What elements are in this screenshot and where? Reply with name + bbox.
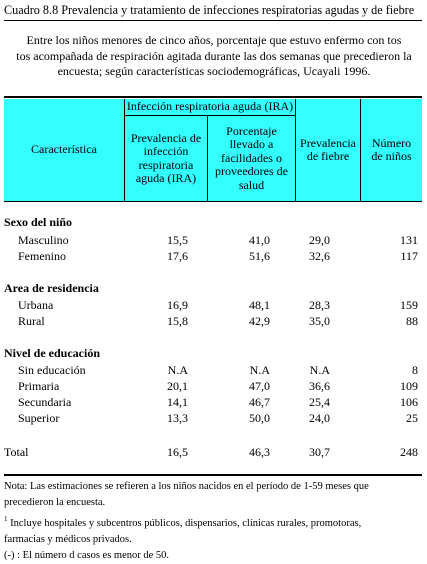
cell-prevalencia-fiebre: 35,0 bbox=[309, 314, 330, 328]
cell-porcentaje-llevado: 41,0 bbox=[249, 233, 270, 247]
header-bottom-rule bbox=[4, 201, 422, 202]
section-heading: Sexo del niño bbox=[4, 215, 73, 229]
cell-prevalencia-ira: 15,8 bbox=[167, 314, 188, 328]
row-label: Superior bbox=[18, 411, 60, 425]
cell-prevalencia-ira: 20,1 bbox=[167, 379, 188, 393]
cell-prevalencia-ira: 15,5 bbox=[167, 233, 188, 247]
cell-porcentaje-llevado: 48,1 bbox=[249, 298, 270, 312]
subtitle-line: Entre los niños menores de cinco años, porcentaje que estuvo enfermo con tos bbox=[26, 33, 402, 47]
cell-porcentaje-llevado: 50,0 bbox=[249, 411, 270, 425]
section-heading: Area de residencia bbox=[4, 281, 99, 295]
note-line: Nota: Las estimaciones se refieren a los niños nacidos en el período de 1-59 meses que bbox=[4, 481, 369, 492]
header-prevalencia-ira: Prevalencia de infección respiratoria aguda (IRA) bbox=[130, 130, 202, 185]
header-ira-group: Infección respiratoria aguda (IRA) bbox=[126, 99, 294, 114]
table-top-rule bbox=[4, 96, 422, 98]
table-subtitle bbox=[6, 33, 422, 80]
row-label: Rural bbox=[18, 314, 45, 328]
cell-numero-ninos: 131 bbox=[400, 233, 418, 247]
row-label: Femenino bbox=[18, 249, 66, 263]
cell-prevalencia-fiebre: 36,6 bbox=[309, 379, 330, 393]
row-label: Urbana bbox=[18, 298, 54, 312]
cell-porcentaje-llevado: 51,6 bbox=[249, 249, 270, 263]
section-heading-row bbox=[4, 215, 422, 231]
cell-prevalencia-ira: 16,9 bbox=[167, 298, 188, 312]
section-heading-row bbox=[4, 346, 422, 362]
cell-porcentaje-llevado: N.A bbox=[249, 363, 270, 377]
table-row bbox=[4, 249, 422, 265]
cell-numero-ninos: 109 bbox=[400, 379, 418, 393]
cell-prevalencia-ira: 13,3 bbox=[167, 411, 188, 425]
header-prevalencia-fiebre: Prevalencia de fiebre bbox=[300, 135, 356, 163]
subtitle-line: tos acompañada de respiración agitada durante las dos semanas que precedieron la bbox=[16, 48, 412, 63]
table-row bbox=[4, 314, 422, 330]
footnote-marker: 1 bbox=[4, 515, 8, 523]
row-label: Sin educación bbox=[18, 363, 86, 377]
note-line bbox=[4, 511, 422, 532]
table-bottom-rule bbox=[4, 474, 422, 476]
table-title: Cuadro 8.8 Prevalencia y tratamiento de infecciones respiratorias agudas y de fiebre bbox=[4, 3, 422, 21]
cell-numero-ninos: 8 bbox=[412, 363, 418, 377]
cell-porcentaje-llevado: 46,3 bbox=[249, 445, 270, 459]
cell-porcentaje-llevado: 46,7 bbox=[249, 395, 270, 409]
table-notes bbox=[4, 479, 422, 564]
section-heading-row bbox=[4, 281, 422, 297]
subtitle-line: encuesta; según características sociodemográficas, Ucayali 1996. bbox=[57, 64, 371, 78]
table-row bbox=[4, 379, 422, 395]
cell-prevalencia-ira: 16,5 bbox=[167, 445, 188, 459]
table-row bbox=[4, 411, 422, 427]
note-line: (-) : El número d casos es menor de 50. bbox=[4, 550, 170, 561]
cell-prevalencia-fiebre: 24,0 bbox=[309, 411, 330, 425]
cell-porcentaje-llevado: 47,0 bbox=[249, 379, 270, 393]
cell-numero-ninos: 159 bbox=[400, 298, 418, 312]
cell-prevalencia-fiebre: N.A bbox=[309, 363, 330, 377]
note-line: farmacias y médicos privados. bbox=[4, 534, 132, 545]
cell-porcentaje-llevado: 42,9 bbox=[249, 314, 270, 328]
cell-prevalencia-fiebre: 28,3 bbox=[309, 298, 330, 312]
cell-numero-ninos: 106 bbox=[400, 395, 418, 409]
table-header bbox=[4, 99, 422, 201]
cell-numero-ninos: 25 bbox=[406, 411, 418, 425]
table-row bbox=[4, 298, 422, 314]
table-row bbox=[4, 233, 422, 249]
header-porcentaje-llevado: Porcentaje llevado a facilidades o proveedores de salud bbox=[215, 123, 288, 192]
row-label: Primaria bbox=[18, 379, 60, 393]
header-caracteristica: Característica bbox=[31, 142, 97, 157]
table-row bbox=[4, 363, 422, 379]
cell-numero-ninos: 88 bbox=[406, 314, 418, 328]
cell-prevalencia-fiebre: 30,7 bbox=[309, 445, 330, 459]
cell-numero-ninos: 248 bbox=[400, 445, 418, 459]
cell-prevalencia-ira: 17,6 bbox=[167, 249, 188, 263]
header-numero-ninos: Número de niños bbox=[371, 135, 412, 163]
cell-prevalencia-fiebre: 32,6 bbox=[309, 249, 330, 263]
total-row bbox=[4, 445, 422, 461]
row-label: Masculino bbox=[18, 233, 69, 247]
cell-prevalencia-ira: N.A bbox=[167, 363, 188, 377]
cell-prevalencia-fiebre: 29,0 bbox=[309, 233, 330, 247]
section-heading: Nivel de educación bbox=[4, 346, 100, 360]
note-text: Incluye hospitales y subcentros públicos, dispensarios, clínicas rurales, promotoras, bbox=[10, 518, 362, 529]
row-label: Total bbox=[4, 445, 29, 459]
note-line: precedieron la encuesta. bbox=[4, 497, 106, 508]
row-label: Secundaria bbox=[18, 395, 72, 409]
cell-prevalencia-ira: 14,1 bbox=[167, 395, 188, 409]
cell-prevalencia-fiebre: 25,4 bbox=[309, 395, 330, 409]
table-row bbox=[4, 395, 422, 411]
cell-numero-ninos: 117 bbox=[400, 249, 418, 263]
